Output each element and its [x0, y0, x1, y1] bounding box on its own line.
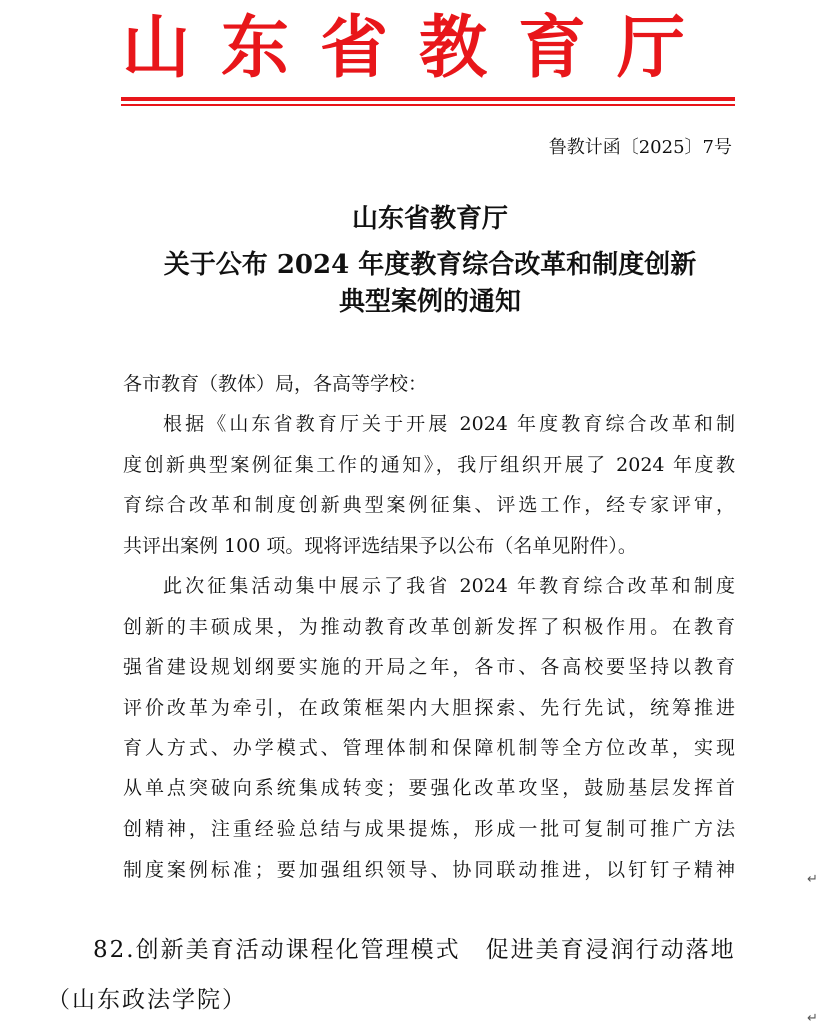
masthead-title: 山东省教育厅: [122, 8, 717, 88]
paragraph-mark-icon: ↵: [807, 872, 818, 887]
masthead-rule-thin: [121, 104, 735, 106]
paragraph-2-line: 创精神，注重经验总结与成果提炼，形成一批可复制可推广方法: [123, 818, 735, 840]
paragraph-mark-icon: ↵: [807, 1011, 818, 1026]
paragraph-2-line: 此次征集活动集中展示了我省 2024 年教育综合改革和制度: [163, 575, 735, 597]
notice-title-line-1: 山东省教育厅: [351, 204, 508, 234]
document-number: 鲁教计函〔2025〕7号: [548, 137, 732, 158]
paragraph-2-line: 创新的丰硕成果，为推动教育改革创新发挥了积极作用。在教育: [123, 616, 735, 638]
paragraph-1-line: 育综合改革和制度创新典型案例征集、评选工作，经专家评审，: [123, 494, 735, 516]
paragraph-1-line: 共评出案例 100 项。现将评选结果予以公布（名单见附件）。: [123, 535, 637, 557]
paragraph-2-line: 强省建设规划纲要实施的开局之年，各市、各高校要坚持以教育: [123, 656, 735, 678]
paragraph-2-line: 评价改革为牵引，在政策框架内大胆探索、先行先试，统筹推进: [123, 697, 735, 719]
paragraph-1-line: 度创新典型案例征集工作的通知》，我厅组织开展了 2024 年度教: [123, 454, 735, 476]
case-organization: （山东政法学院）: [47, 987, 247, 1013]
paragraph-2-line: 育人方式、办学模式、管理体制和保障机制等全方位改革，实现: [123, 737, 735, 759]
paragraph-2-line: 从单点突破向系统集成转变；要强化改革攻坚，鼓励基层发挥首: [123, 777, 735, 799]
notice-title-line-2: 关于公布 2024 年度教育综合改革和制度创新: [163, 250, 697, 280]
salutation: 各市教育（教体）局，各高等学校：: [123, 373, 428, 395]
case-title: 82.创新美育活动课程化管理模式 促进美育浸润行动落地: [93, 937, 736, 963]
paragraph-2-line: 制度案例标准；要加强组织领导、协同联动推进，以钉钉子精神: [123, 859, 735, 881]
notice-title-line-3: 典型案例的通知: [338, 287, 521, 317]
paragraph-1-line: 根据《山东省教育厅关于开展 2024 年度教育综合改革和制: [163, 413, 735, 435]
masthead-rule-thick: [121, 97, 735, 101]
